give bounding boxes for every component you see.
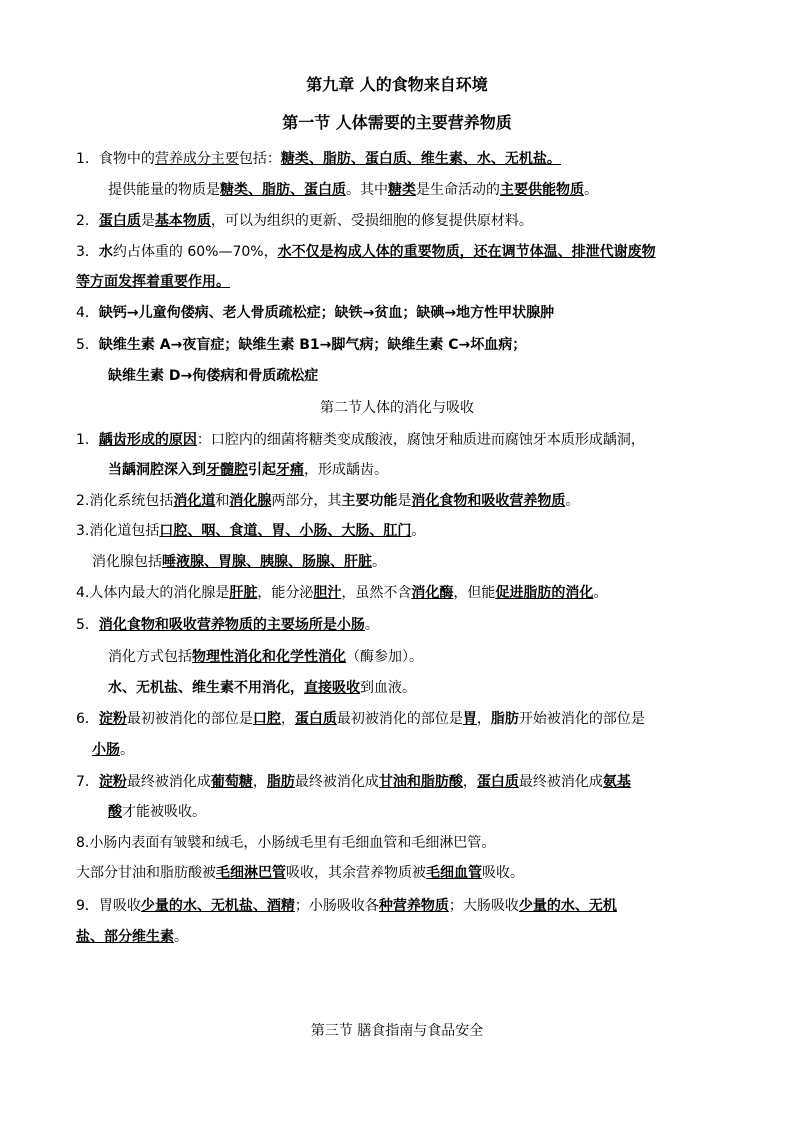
text-run: 水不仅是构成人体的重要物质，还在调节体温、排泄代谢废物 <box>277 244 656 260</box>
text-run: 肝脏 <box>229 585 258 601</box>
text-run: 最终被消化成 <box>126 774 211 790</box>
text-run: 。 <box>120 742 134 758</box>
paragraph-line <box>76 582 794 604</box>
text-run: 1． <box>76 432 99 448</box>
text-run: 毛细血管 <box>426 865 482 881</box>
text-run: ，但能 <box>453 585 496 601</box>
text-run: 蛋白质 <box>476 774 519 790</box>
text-run: 2． <box>76 213 99 229</box>
paragraph-line <box>92 551 794 573</box>
text-run: ，能分泌 <box>257 585 314 601</box>
text-run: 3.消化道包括 <box>76 523 160 539</box>
text-run: 1．食物中的 <box>76 151 155 167</box>
text-run: 。 <box>565 493 580 509</box>
text-run: 。 <box>364 617 379 633</box>
text-run: 少量的水、无机 <box>518 898 617 914</box>
text-run: 酸 <box>108 804 122 820</box>
text-run: 口腔 <box>252 711 281 727</box>
text-run: 消化食物和吸收营养物质的主要场所是小肠 <box>98 617 365 633</box>
text-run: ，虽然不含 <box>341 585 412 601</box>
text-run: 小肠 <box>92 742 120 758</box>
text-run: 9．胃吸收 <box>76 898 141 914</box>
text-run: 6． <box>76 711 99 727</box>
paragraph-line <box>76 302 794 324</box>
text-run: 口腔、咽、食道、胃、小肠、大肠、肛门 <box>159 523 412 539</box>
text-run: 少量的水、无机盐、酒精 <box>140 898 295 914</box>
text-run: 蛋白质 <box>98 213 141 229</box>
text-run: 龋齿形成的原因 <box>98 432 197 448</box>
text-run: 大部分甘油和脂肪酸被 <box>76 865 216 881</box>
text-run: 淀粉 <box>98 774 127 790</box>
text-run: 消化食物和吸收营养物质 <box>411 493 566 509</box>
text-run: ，可以为组织的更新、受损细胞的修复提供原材料。 <box>210 213 533 229</box>
text-run: 。 <box>411 523 426 539</box>
text-run: 吸收，其余营养物质被 <box>286 865 426 881</box>
section-1-title: 第一节 人体需要的主要营养物质 <box>282 113 512 132</box>
text-run: 主要功能 <box>341 493 398 509</box>
text-run: 等方面发挥着重要作用。 <box>76 274 230 290</box>
paragraph-line <box>76 708 794 730</box>
text-run: ， <box>280 711 295 727</box>
text-run: 开始被消化的部位是 <box>518 711 645 727</box>
text-run: 牙髓腔 <box>206 462 248 478</box>
text-run: ：口腔内的细菌将糖类变成酸液，腐蚀牙釉质进而腐蚀牙本质形成龋洞， <box>196 432 645 448</box>
text-run: 毛细淋巴管 <box>216 865 286 881</box>
paragraph-line <box>108 646 794 668</box>
paragraph-line <box>92 739 794 761</box>
text-run: 消化腺包括 <box>92 554 162 570</box>
text-run: 3． <box>76 244 99 260</box>
paragraph-line <box>76 241 794 263</box>
text-run: ， <box>462 774 477 790</box>
text-run: ；小肠吸收各 <box>294 898 379 914</box>
text-run: 水、无机盐、维生素不用消化， <box>108 680 304 696</box>
paragraph-line <box>76 926 794 948</box>
text-run: 胃 <box>462 711 477 727</box>
text-run: 当龋洞腔深入到 <box>108 462 206 478</box>
paragraph-line <box>76 490 794 512</box>
text-run: 糖类 <box>388 182 416 198</box>
text-run: 糖类、脂肪、蛋白质、维生素、水、无机盐。 <box>280 151 561 167</box>
paragraph-line <box>76 334 794 356</box>
text-run: 和 <box>215 493 230 509</box>
text-run: 葡萄糖 <box>210 774 253 790</box>
paragraph-line <box>76 271 794 293</box>
text-run: 是 <box>397 493 412 509</box>
text-run: 水 <box>98 244 113 260</box>
text-run: 缺维生素 A→夜盲症；缺维生素 B1→脚气病；缺维生素 C→坏血病； <box>98 337 527 353</box>
text-run: 胆汁 <box>313 585 342 601</box>
text-run: 最初被消化的部位是 <box>126 711 253 727</box>
text-run: ；大肠吸收 <box>448 898 519 914</box>
text-run: 唾液腺、胃腺、胰腺、肠腺、肝脏 <box>162 554 372 570</box>
text-run: 消化酶 <box>411 585 454 601</box>
text-run: 5． <box>76 337 99 353</box>
text-run: 最初被消化的部位是 <box>336 711 463 727</box>
text-run: 甘油和脂肪酸 <box>378 774 463 790</box>
paragraph-line <box>108 459 794 481</box>
text-run: 牙痛 <box>276 462 304 478</box>
text-run: ， <box>476 711 491 727</box>
paragraph-line <box>76 862 794 884</box>
paragraph-line <box>108 179 794 201</box>
text-run: 消化方式包括 <box>108 649 192 665</box>
text-run: （酶参加）。 <box>346 649 423 665</box>
text-run: 基本物质 <box>154 213 211 229</box>
paragraph-line <box>108 801 794 823</box>
text-run: 吸收。 <box>482 865 524 881</box>
text-run: 8.小肠内表面有皱襞和绒毛，小肠绒毛里有毛细血管和毛细淋巴管。 <box>76 835 496 851</box>
text-run: 2.消化系统包括 <box>76 493 174 509</box>
text-run: 7． <box>76 774 99 790</box>
text-run: 脂肪 <box>490 711 519 727</box>
paragraph-line <box>76 148 794 170</box>
text-run: 约占体重的 60%—70%， <box>112 244 278 260</box>
text-run: 消化腺 <box>229 493 272 509</box>
text-run: 4． <box>76 305 99 321</box>
text-run: 。 <box>174 929 188 945</box>
text-run: 营养成分主要 <box>154 151 239 167</box>
section-2-title: 第二节人体的消化与吸收 <box>320 400 474 416</box>
text-run: 糖类、脂肪、蛋白质 <box>220 182 346 198</box>
section-3-title: 第三节 膳食指南与食品安全 <box>310 1023 484 1039</box>
paragraph-line <box>76 210 794 232</box>
chapter-title: 第九章 人的食物来自环境 <box>306 75 488 94</box>
text-run: 。 <box>584 182 598 198</box>
text-run: 物理性消化和化学性消化 <box>192 649 346 665</box>
paragraph-line <box>76 832 794 854</box>
text-run: 两部分，其 <box>271 493 342 509</box>
text-run: 盐、部分维生素 <box>76 929 174 945</box>
text-run: 脂肪 <box>266 774 295 790</box>
paragraph-line <box>108 677 794 699</box>
text-run: 4.人体内最大的消化腺是 <box>76 585 230 601</box>
text-run: 直接吸收 <box>304 680 360 696</box>
text-run: 引起 <box>248 462 276 478</box>
text-run: 才能被吸收。 <box>122 804 206 820</box>
text-run: ， <box>252 774 267 790</box>
text-run: 缺钙→儿童佝偻病、老人骨质疏松症；缺铁→贫血；缺碘→地方性甲状腺肿 <box>98 305 555 321</box>
text-run: 主要供能物质 <box>500 182 584 198</box>
paragraph-line <box>76 614 794 636</box>
text-run: 最终被消化成 <box>518 774 603 790</box>
text-run: 种营养物质 <box>378 898 449 914</box>
paragraph-line <box>76 429 794 451</box>
paragraph-line <box>76 771 794 793</box>
text-run: 氨基 <box>602 774 631 790</box>
text-run: 蛋白质 <box>294 711 337 727</box>
paragraph-line <box>76 895 794 917</box>
text-run: 。 <box>593 585 608 601</box>
text-run: 提供能量的物质是 <box>108 182 220 198</box>
text-run: 消化道 <box>173 493 216 509</box>
text-run: 最终被消化成 <box>294 774 379 790</box>
paragraph-line <box>108 365 794 387</box>
text-run: 是 <box>140 213 155 229</box>
text-run: 5． <box>76 617 99 633</box>
text-run: 到血液。 <box>360 680 416 696</box>
text-run: 淀粉 <box>98 711 127 727</box>
paragraph-line <box>76 520 794 542</box>
text-run: ，形成龋齿。 <box>304 462 388 478</box>
text-run: 缺维生素 D→佝偻病和骨质疏松症 <box>108 368 319 384</box>
text-run: 。 <box>372 554 386 570</box>
text-run: 是生命活动的 <box>416 182 500 198</box>
text-run: 。其中 <box>346 182 388 198</box>
text-run: 包括： <box>238 151 281 167</box>
text-run: 促进脂肪的消化 <box>495 585 594 601</box>
